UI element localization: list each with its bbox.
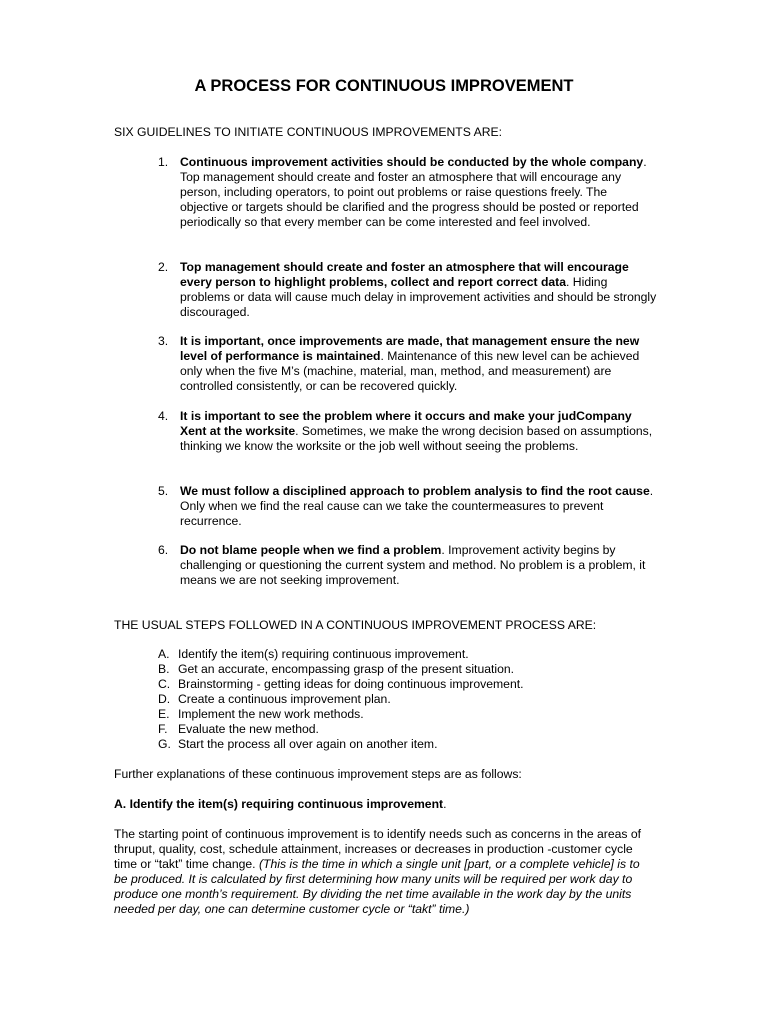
step-text: Create a continuous improvement plan. (178, 692, 391, 707)
guidelines-heading: SIX GUIDELINES TO INITIATE CONTINUOUS IMPROVEMENTS ARE: (114, 125, 503, 139)
guideline-bold: We must follow a disciplined approach to problem analysis to find the root cause (180, 484, 650, 498)
guideline-bold: Top management should create and foster an atmosphere that will encourage every person to highlight problems, collect and report correct data (180, 260, 629, 289)
step-letter: D. (158, 692, 171, 707)
step-letter: C. (158, 677, 171, 692)
step-item (158, 662, 638, 677)
step-letter: A. (158, 647, 170, 661)
step-item (158, 647, 638, 662)
guideline-bold: It is important, once improvements are made, that management ensure the new level of performance is maintained (180, 334, 640, 363)
section-a-body (114, 827, 654, 917)
guideline-number: 6. (158, 543, 169, 557)
guideline-bold: Do not blame people when we find a problem (180, 543, 442, 557)
guideline-number: 4. (158, 409, 169, 423)
step-text: Brainstorming - getting ideas for doing continuous improvement. (178, 677, 524, 692)
guideline-text (180, 484, 658, 529)
guideline-body: . Maintenance of this new level can be achieved only when the five M’s (machine, material, man, method, and measurement) are controlled consistently, or can be recovered quickly. (180, 349, 640, 393)
guideline-number: 3. (158, 334, 169, 348)
step-item (158, 722, 638, 737)
steps-heading: THE USUAL STEPS FOLLOWED IN A CONTINUOUS IMPROVEMENT PROCESS ARE: (114, 618, 597, 632)
step-text: Identify the item(s) requiring continuous improvement. (178, 647, 469, 661)
step-text: Start the process all over again on another item. (178, 737, 438, 752)
guideline-text (180, 543, 658, 588)
guideline-body: . Improvement activity begins by challenging or questioning the current system and method. No problem is a problem, it means we are not seeking improvement. (180, 543, 646, 587)
steps-list (158, 647, 638, 752)
step-letter: G. (158, 737, 171, 752)
guideline-text (180, 155, 658, 230)
guideline-body: . Top management should create and foster an atmosphere that will encourage any person, including operators, to point out problems or raise questions freely. The objective or targets should be clarified and the progress should be posted or reported periodically so that every member can be come interested and feel involved. (180, 155, 647, 229)
section-a-body-italic: (This is the time in which a single unit [part, or a complete vehicle] is to be produced. It is calculated by first determining how many units will be required per work day to produce one month’s requirement. By dividing the net time available in the work day by the units needed per day, one can determine customer cycle or “takt” time.) (114, 857, 640, 916)
section-a-body-plain: The starting point of continuous improvement is to identify needs such as concerns in the areas of thruput, quality, cost, schedule attainment, increases or decreases in production -customer cycle time or “takt” time change. (114, 827, 642, 871)
step-letter: B. (158, 662, 170, 677)
step-letter: F. (158, 722, 168, 737)
step-item (158, 737, 638, 752)
guideline-text (180, 409, 658, 454)
page-title: A PROCESS FOR CONTINUOUS IMPROVEMENT (194, 77, 574, 95)
guideline-bold: It is important to see the problem where it occurs and make your judCompany Xent at the worksite (180, 409, 632, 438)
guideline-number: 2. (158, 260, 169, 274)
section-a-heading-period: . (443, 797, 447, 811)
guideline-number: 5. (158, 484, 169, 498)
guideline-text (180, 334, 658, 394)
guideline-text (180, 260, 658, 320)
step-letter: E. (158, 707, 170, 722)
step-text: Evaluate the new method. (178, 722, 319, 737)
step-item (158, 707, 638, 722)
further-explanations-intro: Further explanations of these continuous improvement steps are as follows: (114, 767, 522, 781)
guideline-body: . Hiding problems or data will cause much delay in improvement activities and should be strongly discouraged. (180, 275, 657, 319)
step-item (158, 692, 638, 707)
step-text: Implement the new work methods. (178, 707, 364, 722)
guideline-bold: Continuous improvement activities should be conducted by the whole company (180, 155, 644, 169)
step-text: Get an accurate, encompassing grasp of the present situation. (178, 662, 515, 677)
guideline-number: 1. (158, 155, 169, 169)
section-a-heading (114, 797, 654, 812)
guideline-body: . Only when we find the real cause can we take the countermeasures to prevent recurrence. (180, 484, 654, 528)
section-a-heading-bold: A. Identify the item(s) requiring continuous improvement (114, 797, 444, 811)
step-item (158, 677, 638, 692)
guideline-body: . Sometimes, we make the wrong decision based on assumptions, thinking we know the worksite or the job well without seeing the problems. (180, 424, 653, 453)
